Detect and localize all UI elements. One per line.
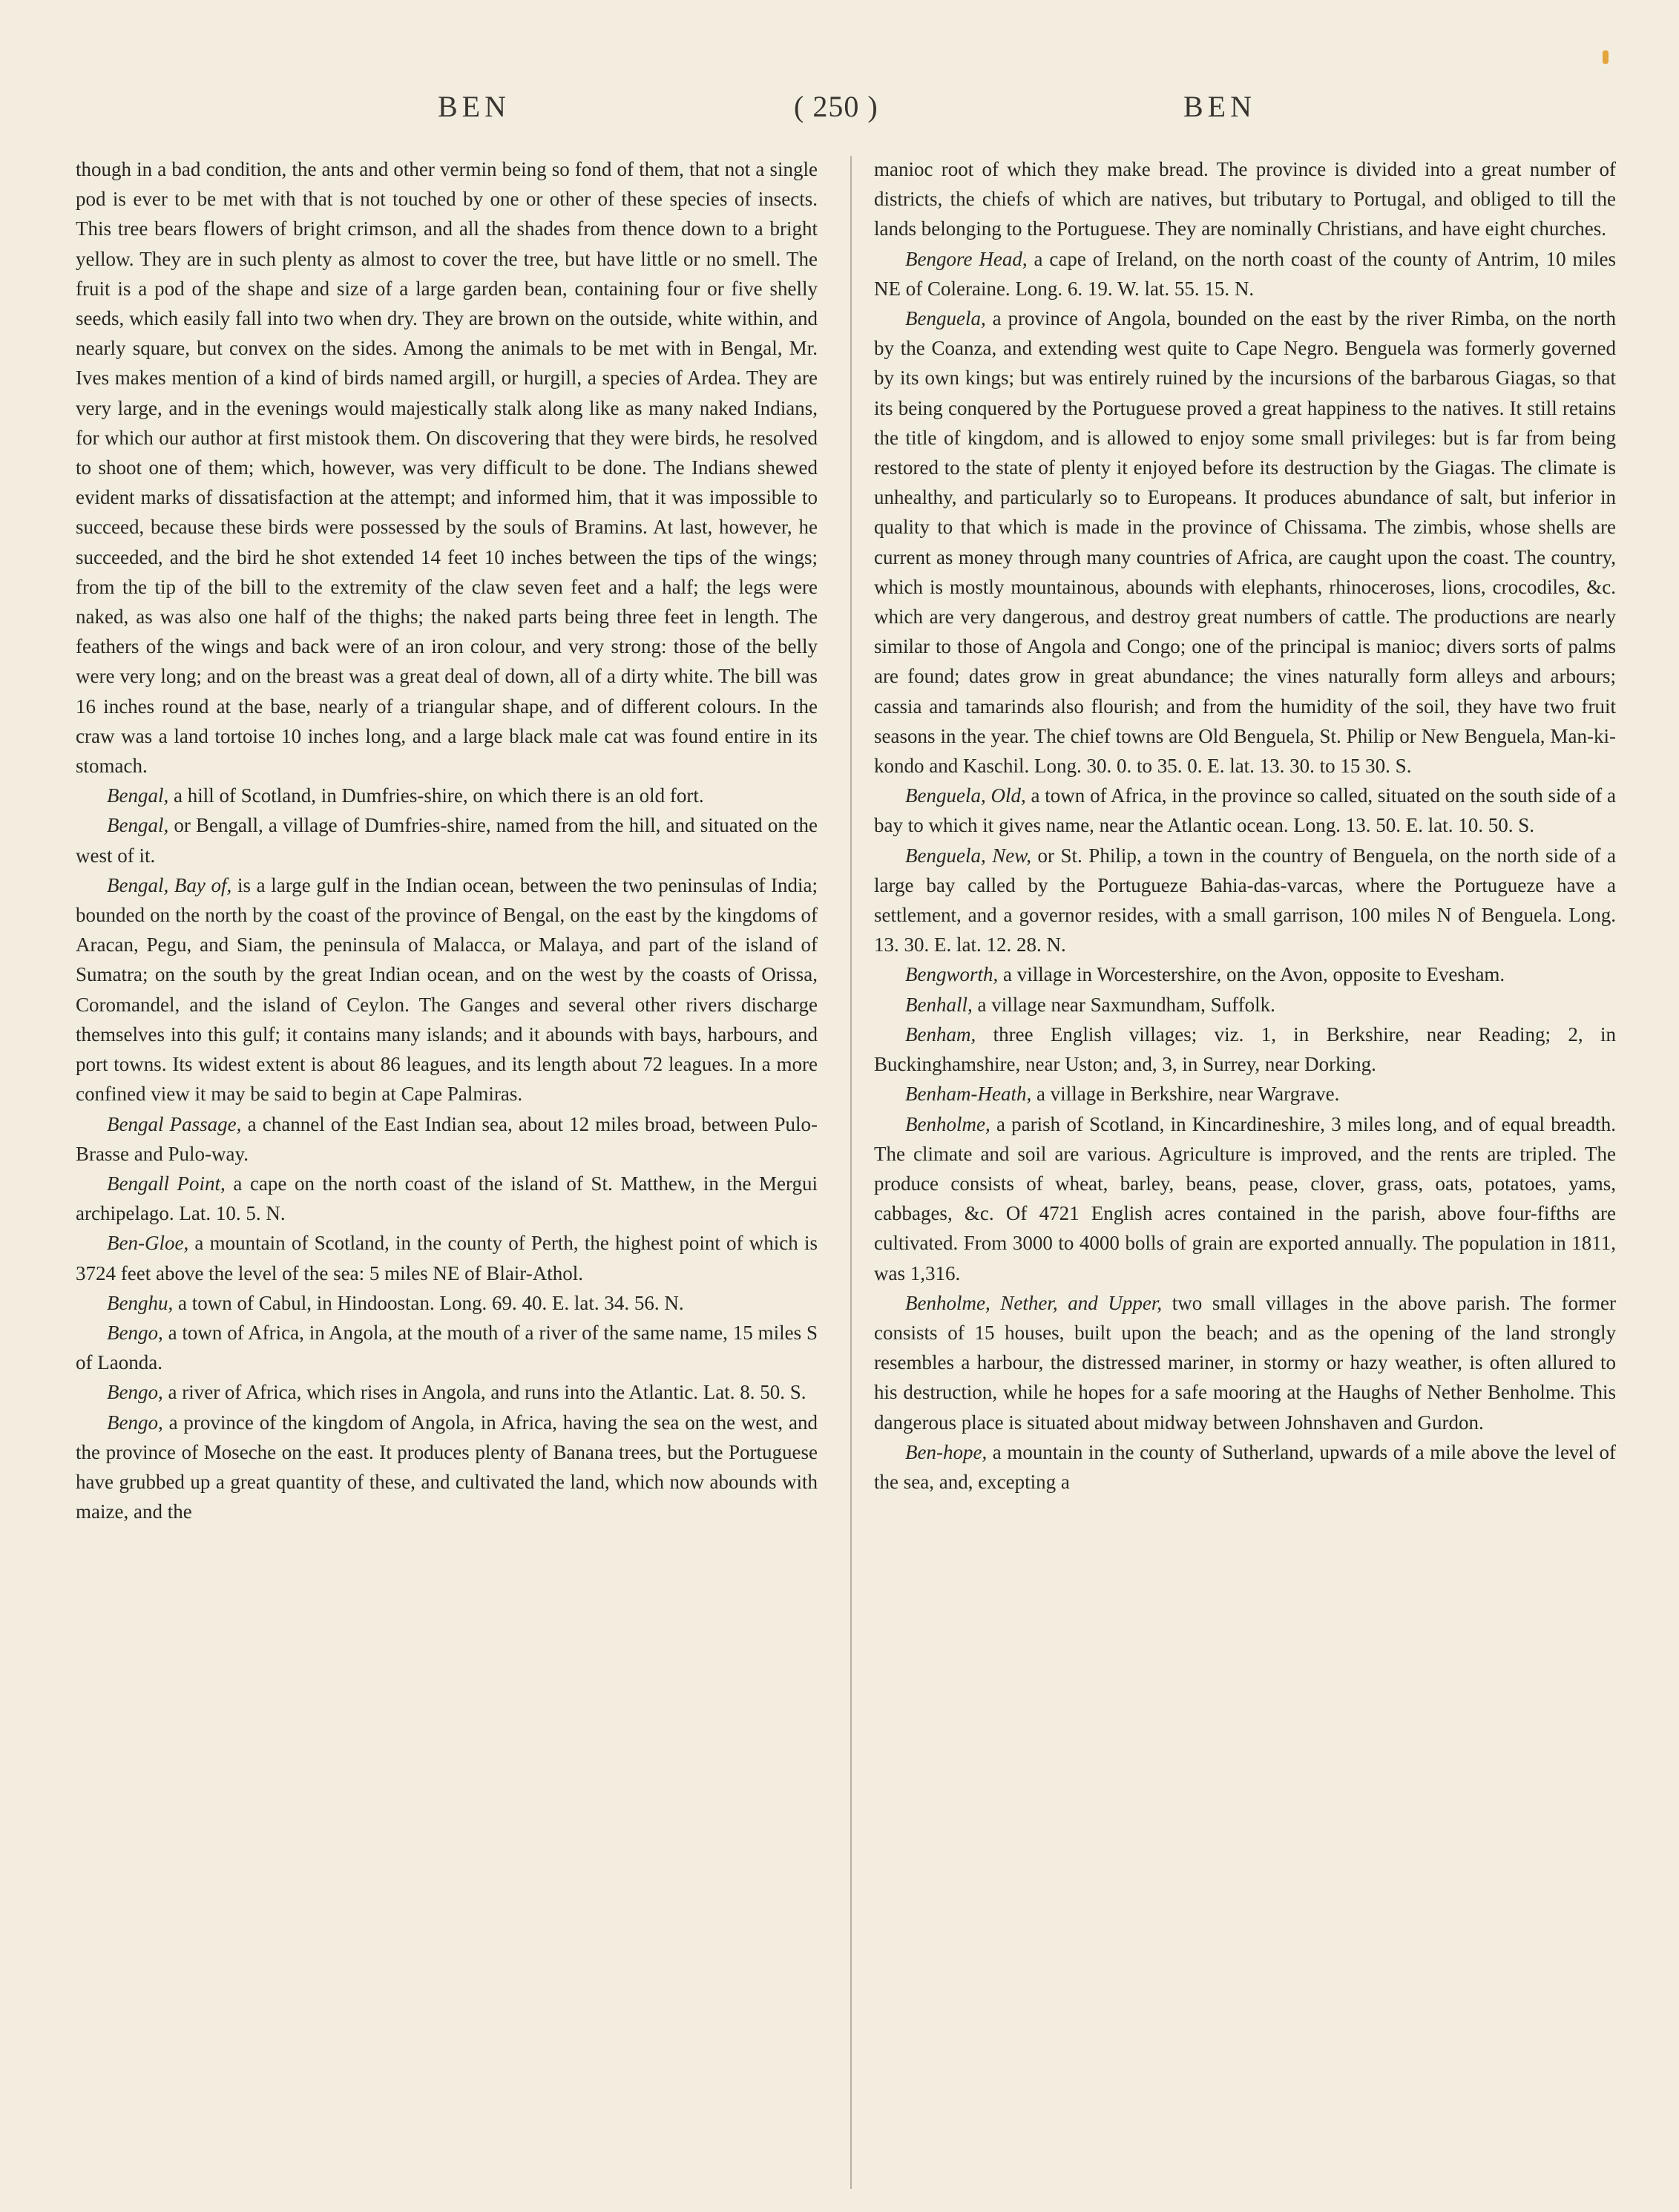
entry-text: a hill of Scotland, in Dumfries-shire, on which there is an old fort. (168, 784, 704, 807)
header-right: BEN (1183, 90, 1256, 123)
entry-headword: Bengo, (107, 1411, 163, 1434)
entry-text: a cape on the north coast of the island of St. Matthew, in the Mergui archipelago. Lat. 10. 5. N. (76, 1172, 818, 1225)
page-number: ( 250 ) (794, 90, 878, 123)
column-divider (850, 156, 852, 2189)
right-column (874, 154, 1616, 1497)
left-column (76, 154, 818, 1526)
entry (874, 154, 1616, 244)
entry (874, 781, 1616, 840)
header-left: BEN (438, 90, 510, 123)
running-header (0, 89, 1679, 134)
entry-headword: Benguela, New, (905, 844, 1031, 867)
entry (76, 1318, 818, 1377)
entry (76, 781, 818, 810)
entry-headword: Benguela, Old, (905, 784, 1026, 807)
entry (874, 1437, 1616, 1497)
entry (874, 1020, 1616, 1079)
entry-headword: Bengal, (107, 814, 169, 837)
page-stain-mark (1603, 50, 1609, 64)
entry-text: manioc root of which they make bread. The province is divided into a great number of districts, the chiefs of which are natives, but tributary to Portugal, and obliged to till the lands belonging to the Portuguese. They are nominally Christians, and have eight churches. (874, 158, 1616, 240)
entry-text: a town of Africa, in Angola, at the mouth of a river of the same name, 15 miles S of Laonda. (76, 1321, 818, 1374)
entry (874, 244, 1616, 303)
entry-text: a river of Africa, which rises in Angola, and runs into the Atlantic. Lat. 8. 50. S. (162, 1381, 806, 1404)
entry (874, 1109, 1616, 1288)
entry-headword: Benghu, (107, 1291, 174, 1314)
entry-headword: Bengal, Bay of, (107, 873, 232, 896)
entry-headword: Bengworth, (905, 963, 999, 986)
entry-text: a town of Cabul, in Hindoostan. Long. 69. 40. E. lat. 34. 56. N. (173, 1291, 684, 1314)
entry-text: a province of the kingdom of Angola, in Africa, having the sea on the west, and the province of Moseche on the east. It produces plenty of Banana trees, but the Portuguese have grubbed up a great quantity of these, and cultivated the land, which now abounds with maize, and the (76, 1411, 818, 1523)
entry-headword: Ben-hope, (905, 1440, 988, 1463)
entry-text: though in a bad condition, the ants and other vermin being so fond of them, that not a single pod is ever to be met with that is not touched by one or other of these species of insects. This tree bears flowers of bright crimson, and all the shades from thence down to a bright yellow. They are in such plenty as almost to cover the tree, but have little or no smell. The fruit is a pod of the shape and size of a large garden bean, containing four or five shelly seeds, which easily fall into two when dry. They are brown on the outside, white within, and nearly square, but convex on the sides. Among the animals to be met with in Bengal, Mr. Ives makes mention of a kind of birds named argill, or hurgill, a species of Ardea. They are very large, and in the evenings would majestically stalk along like as many naked Indians, for which our author at first mistook them. On discovering that they were birds, he resolved to shoot one of them; which, however, was very difficult to be done. The Indians shewed evident marks of dissatisfaction at the attempt; and informed him, that it was impossible to succeed, because these birds were possessed by the souls of Bramins. At last, however, he succeeded, and the bird he shot extended 14 feet 10 inches between the tips of the wings; from the tip of the bill to the extremity of the claw seven feet and a half; the legs were naked, as was also one half of the thighs; the naked parts being three feet in length. The feathers of the wings and back were of an iron colour, and very strong: those of the belly were very long; and on the breast was a great deal of down, all of a dirty white. The bill was 16 inches round at the base, nearly of a triangular shape, and of different colours. In the craw was a land tortoise 10 inches long, and a large black male cat was found entire in its stomach. (76, 158, 818, 778)
entry (76, 1377, 818, 1407)
entry (874, 990, 1616, 1020)
entry-text: two small villages in the above parish. The former consists of 15 houses, built upon the beach; and as the opening of the land strongly resembles a harbour, the distressed mariner, in stormy or hazy weather, is often allured to his destruction, while he hopes for a safe mooring at the Haughs of Nether Benholme. This dangerous place is situated about midway between Johnshaven and Gurdon. (874, 1291, 1616, 1434)
entry-text: or St. Philip, a town in the country of Benguela, on the north side of a large bay called by the Portugueze Bahia-das-varcas, where the Portugueze have a settlement, and a governor resides, with a small garrison, 100 miles N of Benguela. Long. 13. 30. E. lat. 12. 28. N. (874, 844, 1616, 956)
entry-text: is a large gulf in the Indian ocean, between the two peninsulas of India; bounded on the north by the coast of the province of Bengal, on the east by the kingdoms of Aracan, Pegu, and Siam, the peninsula of Malacca, or Malaya, and part of the island of Sumatra; on the south by the great Indian ocean, and on the west by the coasts of Orissa, Coromandel, and the island of Ceylon. The Ganges and several other rivers discharge themselves into this gulf; it contains many islands; and it abounds with bays, harbours, and port towns. Its widest extent is about 86 leagues, and its length about 72 leagues. In a more confined view it may be said to begin at Cape Palmiras. (76, 873, 818, 1106)
entry-headword: Bengal Passage, (107, 1112, 242, 1135)
entry-text: a village near Saxmundham, Suffolk. (972, 993, 1275, 1016)
entry-headword: Bengo, (107, 1321, 163, 1344)
entry-text: a cape of Ireland, on the north coast of the county of Antrim, 10 miles NE of Coleraine. Long. 6. 19. W. lat. 55. 15. N. (874, 247, 1616, 300)
entry-headword: Benham-Heath, (905, 1083, 1032, 1106)
entry-headword: Benguela, (905, 307, 986, 330)
entry-text: a mountain of Scotland, in the county of Perth, the highest point of which is 3724 feet above the level of the sea: 5 miles NE of Blair-Athol. (76, 1232, 818, 1284)
entry (874, 959, 1616, 989)
entry (76, 1408, 818, 1527)
entry (76, 810, 818, 870)
entry-text: a village in Worcestershire, on the Avon, opposite to Evesham. (998, 963, 1505, 986)
entry-text: or Bengall, a village of Dumfries-shire, named from the hill, and situated on the west of it. (76, 814, 818, 867)
entry-headword: Bengal, (107, 784, 169, 807)
entry-headword: Ben-Gloe, (107, 1232, 189, 1255)
entry (874, 1288, 1616, 1437)
entry-text: a town of Africa, in the province so called, situated on the south side of a bay to which it gives name, near the Atlantic ocean. Long. 13. 50. E. lat. 10. 50. S. (874, 784, 1616, 837)
entry-text: a village in Berkshire, near Wargrave. (1031, 1083, 1340, 1106)
entry (874, 303, 1616, 781)
entry-text: three English villages; viz. 1, in Berkshire, near Reading; 2, in Buckinghamshire, near Uston; and, 3, in Surrey, near Dorking. (874, 1023, 1616, 1076)
entry (76, 870, 818, 1109)
entry-headword: Bengall Point, (107, 1172, 226, 1195)
entry (76, 1288, 818, 1318)
entry-text: a province of Angola, bounded on the east by the river Rimba, on the north by the Coanza, and extending west quite to Cape Negro. Benguela was formerly governed by its own kings; but was entirely ruined by the incursions of the barbarous Giagas, so that its being conquered by the Portuguese proved a great happiness to the natives. It still retains the title of kingdom, and is allowed to enjoy some small privileges: but is far from being restored to the state of plenty it enjoyed before its destruction by the Giagas. The climate is unhealthy, and particularly so to Europeans. It produces abundance of salt, but inferior in quality to that which is made in the province of Chissama. The zimbis, whose shells are current as money through many countries of Africa, are caught upon the coast. The country, which is mostly mountainous, abounds with elephants, rhinoceroses, lions, crocodiles, &c. which are very dangerous, and destroy great numbers of cattle. The productions are nearly similar to those of Angola and Congo; one of the principal is manioc; divers sorts of palms are found; dates grow in great abundance; the vines naturally form alleys and arbours; cassia and tamarinds also flourish; and from the humidity of the soil, they have two fruit seasons in the year. The chief towns are Old Benguela, St. Philip or New Benguela, Man-ki-kondo and Kaschil. Long. 30. 0. to 35. 0. E. lat. 13. 30. to 15 30. S. (874, 307, 1616, 778)
entry-headword: Benhall, (905, 993, 973, 1016)
entry-text: a mountain in the county of Sutherland, upwards of a mile above the level of the sea, and, excepting a (874, 1440, 1616, 1493)
entry-text: a channel of the East Indian sea, about 12 miles broad, between Pulo-Brasse and Pulo-way. (76, 1112, 818, 1165)
entry-text: a parish of Scotland, in Kincardineshire, 3 miles long, and of equal breadth. The climate and soil are various. Agriculture is improved, and the rents are tripled. The produce consists of wheat, barley, beans, pease, clover, grass, oats, potatoes, yams, cabbages, &c. Of 4721 English acres contained in the parish, above four-fifths are cultivated. From 3000 to 4000 bolls of grain are exported annually. The population in 1811, was 1,316. (874, 1112, 1616, 1284)
entry (874, 841, 1616, 960)
entry-headword: Benham, (905, 1023, 976, 1046)
entry (76, 1169, 818, 1228)
entry-headword: Bengore Head, (905, 247, 1028, 270)
entry (874, 1079, 1616, 1109)
entry (76, 1228, 818, 1287)
entry-headword: Bengo, (107, 1381, 163, 1404)
entry (76, 154, 818, 781)
entry (76, 1109, 818, 1169)
entry-headword: Benholme, (905, 1112, 990, 1135)
entry-headword: Benholme, Nether, and Upper, (905, 1291, 1163, 1314)
